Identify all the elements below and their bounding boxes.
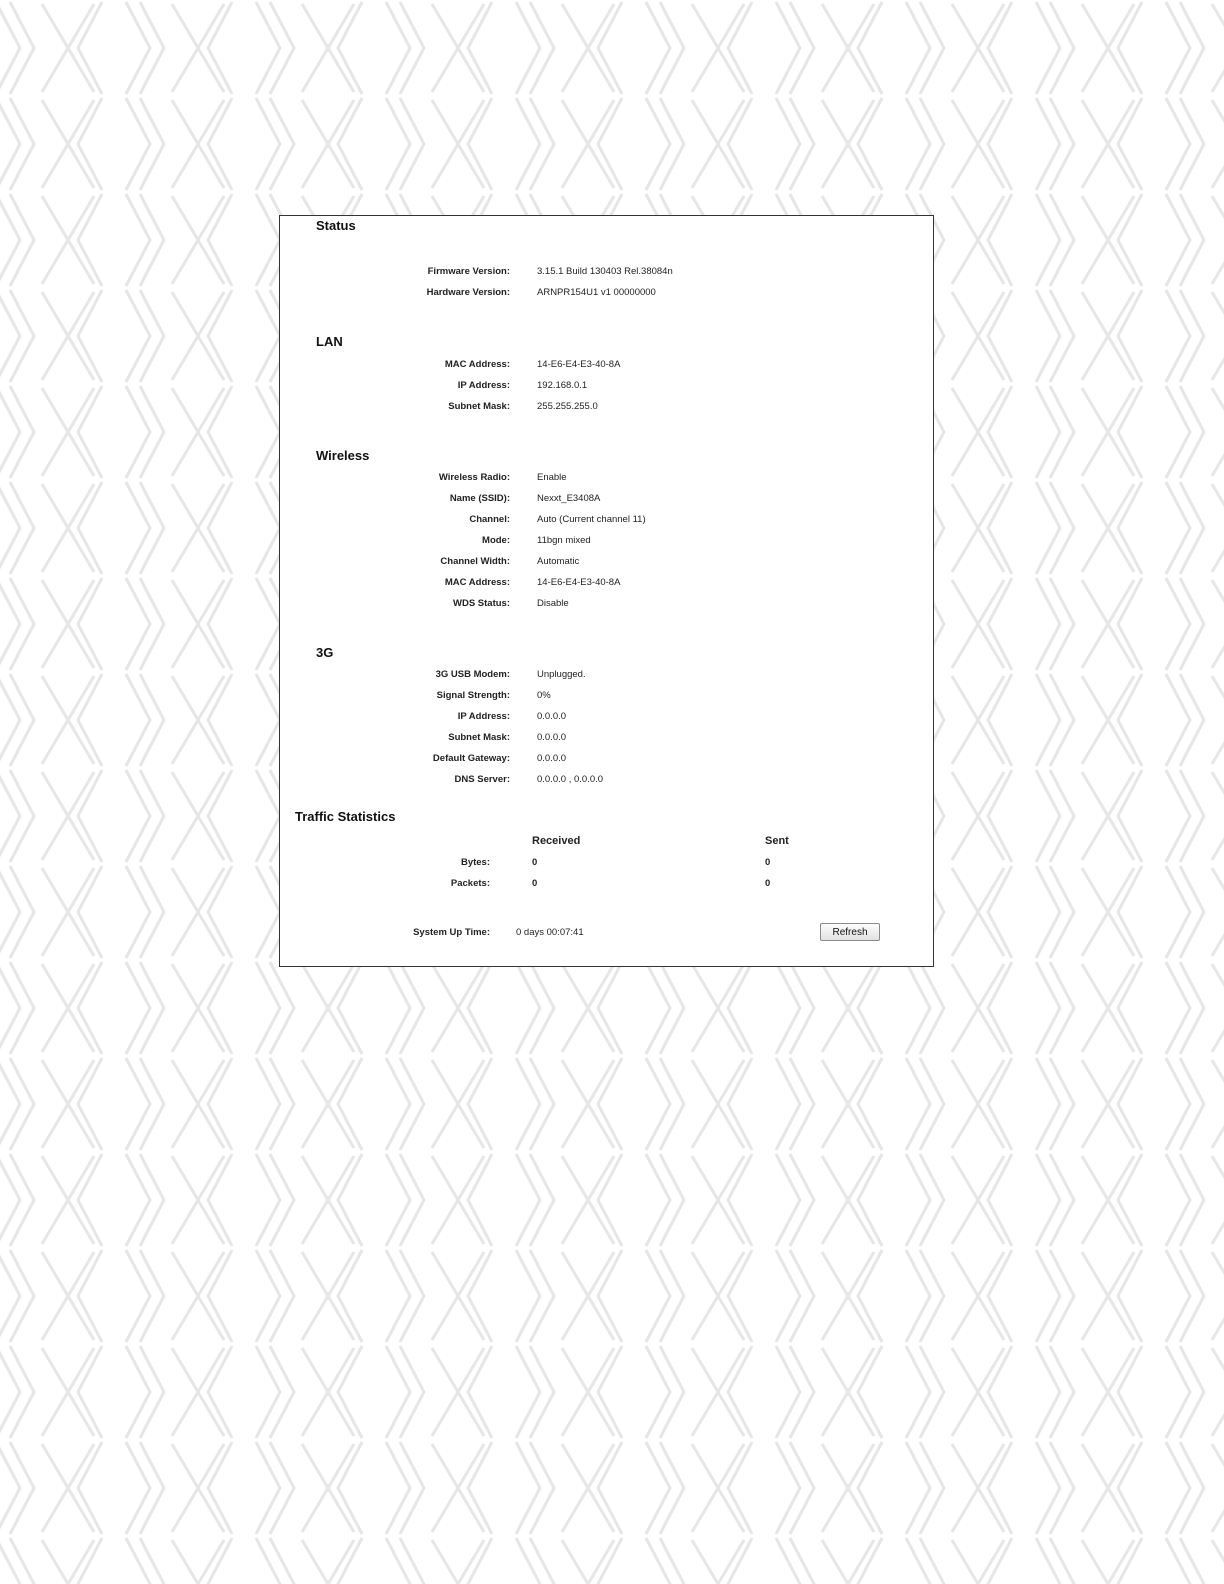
row-label-wireless-mac-address: MAC Address: bbox=[444, 577, 510, 588]
row-value-wireless-mac-address: 14-E6-E4-E3-40-8A bbox=[537, 577, 621, 588]
section-title-traffic-statistics: Traffic Statistics bbox=[295, 809, 396, 824]
row-label-mode: Mode: bbox=[482, 535, 510, 546]
traffic-bytes-received: 0 bbox=[532, 857, 538, 868]
row-value-wireless-radio: Enable bbox=[537, 472, 567, 483]
row-label-firmware-version: Firmware Version: bbox=[427, 266, 510, 277]
system-up-time-label: System Up Time: bbox=[413, 927, 490, 938]
traffic-bytes-sent: 0 bbox=[765, 857, 771, 868]
row-value-channel: Auto (Current channel 11) bbox=[537, 514, 646, 525]
section-title-wireless: Wireless bbox=[316, 448, 370, 463]
row-value-lan-subnet-mask: 255.255.255.0 bbox=[537, 401, 598, 412]
traffic-row-label-packets: Packets: bbox=[450, 878, 490, 889]
row-value-dns-server: 0.0.0.0 , 0.0.0.0 bbox=[537, 774, 604, 785]
row-label-default-gateway: Default Gateway: bbox=[432, 753, 510, 764]
traffic-packets-sent: 0 bbox=[765, 878, 771, 889]
row-value-lan-ip-address: 192.168.0.1 bbox=[537, 380, 588, 391]
section-title-status: Status bbox=[316, 218, 356, 233]
row-value-firmware-version: 3.15.1 Build 130403 Rel.38084n bbox=[537, 266, 673, 277]
traffic-col-sent: Sent bbox=[765, 835, 789, 847]
row-label-signal-strength: Signal Strength: bbox=[436, 690, 510, 701]
section-title-lan: LAN bbox=[316, 334, 343, 349]
row-value-3g-subnet-mask: 0.0.0.0 bbox=[537, 732, 567, 743]
row-value-3g-ip-address: 0.0.0.0 bbox=[537, 711, 567, 722]
row-label-wireless-radio: Wireless Radio: bbox=[438, 472, 510, 483]
row-label-3g-usb-modem: 3G USB Modem: bbox=[435, 669, 510, 680]
row-value-signal-strength: 0% bbox=[537, 690, 551, 701]
row-label-lan-ip-address: IP Address: bbox=[457, 380, 510, 391]
row-label-ssid: Name (SSID): bbox=[449, 493, 510, 504]
row-label-lan-subnet-mask: Subnet Mask: bbox=[448, 401, 510, 412]
row-value-channel-width: Automatic bbox=[537, 556, 580, 567]
row-value-ssid: Nexxt_E3408A bbox=[537, 493, 601, 504]
refresh-button[interactable]: Refresh bbox=[820, 923, 880, 941]
traffic-col-received: Received bbox=[532, 835, 581, 847]
row-value-3g-usb-modem: Unplugged. bbox=[537, 669, 586, 680]
row-label-dns-server: DNS Server: bbox=[454, 774, 510, 785]
status-panel bbox=[279, 215, 934, 967]
row-label-channel-width: Channel Width: bbox=[440, 556, 510, 567]
row-label-wds-status: WDS Status: bbox=[453, 598, 510, 609]
row-label-3g-ip-address: IP Address: bbox=[457, 711, 510, 722]
row-label-hardware-version: Hardware Version: bbox=[426, 287, 510, 298]
row-value-lan-mac-address: 14-E6-E4-E3-40-8A bbox=[537, 359, 621, 370]
traffic-row-label-bytes: Bytes: bbox=[460, 857, 490, 868]
system-up-time-value: 0 days 00:07:41 bbox=[516, 927, 584, 938]
row-value-hardware-version: ARNPR154U1 v1 00000000 bbox=[537, 287, 656, 298]
row-value-default-gateway: 0.0.0.0 bbox=[537, 753, 567, 764]
row-label-channel: Channel: bbox=[469, 514, 510, 525]
row-label-lan-mac-address: MAC Address: bbox=[444, 359, 510, 370]
traffic-packets-received: 0 bbox=[532, 878, 538, 889]
row-label-3g-subnet-mask: Subnet Mask: bbox=[448, 732, 510, 743]
row-value-wds-status: Disable bbox=[537, 598, 569, 609]
section-title-3g: 3G bbox=[316, 645, 334, 660]
row-value-mode: 11bgn mixed bbox=[537, 535, 591, 546]
